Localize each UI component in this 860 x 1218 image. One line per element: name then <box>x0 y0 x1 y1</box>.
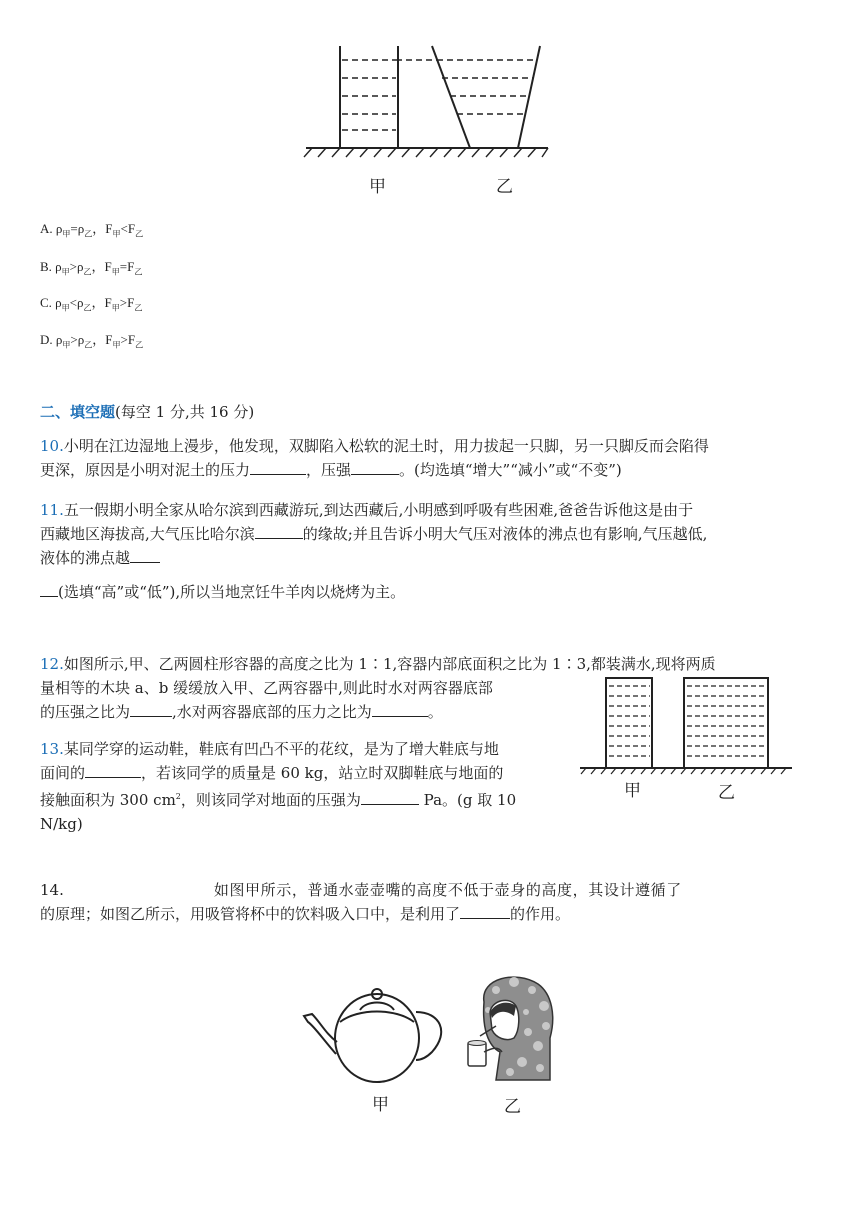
q12-text-line3a: 的压强之比为 <box>40 703 131 721</box>
question-11 <box>40 498 820 604</box>
q12-text-line3b: ,水对两容器底部的压力之比为 <box>172 703 372 721</box>
option-a: A. $\rho_甲=\rho_乙$，$F_甲<F_乙$ <box>40 221 144 239</box>
q13-text-line1: 某同学穿的运动鞋，鞋底有凹凸不平的花纹，是为了增大鞋底与地 <box>63 740 499 758</box>
q10-text-line2a: 更深，原因是小明对泥土的压力 <box>40 461 251 479</box>
q10-text-line2c: 。(均选填“增大”“减小”或“不变”) <box>399 461 622 479</box>
answer-blank[interactable] <box>130 702 172 717</box>
q12-text-line1: 如图所示,甲、乙两圆柱形容器的高度之比为 1∶1,容器内部底面积之比为 1∶3,都装满水,现将两质 <box>63 655 716 673</box>
answer-blank[interactable] <box>351 460 399 475</box>
question-number: 11. <box>40 501 64 519</box>
q11-text-line1: 五一假期小明全家从哈尔滨到西藏游玩,到达西藏后,小明感到呼吸有些困难,爸爸告诉他这是由于 <box>63 501 694 519</box>
answer-blank[interactable] <box>255 524 303 539</box>
figure-2-label-yi: 乙 <box>718 783 735 803</box>
q10-text-line1: 小明在江边湿地上漫步，他发现，双脚陷入松软的泥土时，用力拔起一只脚，另一只脚反而会陷得 <box>63 437 709 455</box>
q14-text-line2a: 的原理；如图乙所示，用吸管将杯中的饮料吸入口中，是利用了 <box>40 905 461 923</box>
q13-text-line3b: ，则该同学对地面的压强为 <box>180 791 361 809</box>
q14-text-line2b: 的作用。 <box>510 905 571 923</box>
question-number: 12. <box>40 655 64 673</box>
q12-text-line2: 量相等的木块 a、b 缓缓放入甲、乙两容器中,则此时水对两容器底部 <box>40 679 493 697</box>
figure-1-label-yi: 乙 <box>496 177 513 197</box>
cylinder-figure-2 <box>580 676 792 776</box>
question-number: 14. <box>40 881 64 899</box>
q13-text-line2b: ，若该同学的质量是 60 kg，站立时双脚鞋底与地面的 <box>141 764 504 782</box>
section-note: (每空 1 分,共 16 分) <box>115 403 255 421</box>
section-heading <box>40 401 254 422</box>
answer-blank[interactable] <box>250 460 306 475</box>
q14-text-line1: 如图甲所示，普通水壶壶嘴的高度不低于壶身的高度，其设计遵循了 <box>213 881 682 899</box>
answer-blank[interactable] <box>85 763 141 778</box>
q13-text-line3a: 接触面积为 300 cm <box>40 791 176 809</box>
answer-blank[interactable] <box>460 904 510 919</box>
question-10 <box>40 434 820 482</box>
option-b: B. $\rho_甲>\rho_乙$，$F_甲=F_乙$ <box>40 259 143 277</box>
q11-text-line3: 液体的沸点越 <box>40 549 131 567</box>
q13-text-line2a: 面间的 <box>40 764 86 782</box>
q13-text-line3c: Pa。(g 取 10 <box>418 791 517 809</box>
option-c: C. $\rho_甲<\rho_乙$，$F_甲>F_乙$ <box>40 295 143 313</box>
container-figure-1 <box>300 38 560 158</box>
figure-3-label-jia: 甲 <box>372 1095 389 1115</box>
answer-blank[interactable] <box>372 702 428 717</box>
question-number: 10. <box>40 437 64 455</box>
q12-text-line3c: 。 <box>427 703 443 721</box>
question-14 <box>40 878 820 926</box>
section-title: 二、填空题 <box>40 403 116 421</box>
girl-drinking-illustration <box>466 972 556 1084</box>
option-d: D. $\rho_甲>\rho_乙$，$F_甲>F_乙$ <box>40 332 144 350</box>
answer-blank[interactable] <box>130 548 160 563</box>
q13-text-line4: N/kg) <box>40 815 83 833</box>
figure-2-label-jia: 甲 <box>624 781 641 801</box>
question-13 <box>40 737 580 836</box>
answer-blank[interactable] <box>361 790 419 805</box>
q11-text-line2b: 的缘故;并且告诉小明大气压对液体的沸点也有影响,气压越低, <box>302 525 708 543</box>
figure-1-label-jia: 甲 <box>369 177 386 197</box>
teapot-illustration <box>300 982 450 1090</box>
q10-text-line2b: ，压强 <box>306 461 352 479</box>
question-number: 13. <box>40 740 64 758</box>
answer-blank[interactable] <box>40 582 58 597</box>
q11-text-line4: (选填“高”或“低”),所以当地烹饪牛羊肉以烧烤为主。 <box>58 583 406 601</box>
q13-superscript: 2 <box>175 792 181 801</box>
figure-3-label-yi: 乙 <box>504 1097 521 1117</box>
q11-text-line2a: 西藏地区海拔高,大气压比哈尔滨 <box>40 525 255 543</box>
